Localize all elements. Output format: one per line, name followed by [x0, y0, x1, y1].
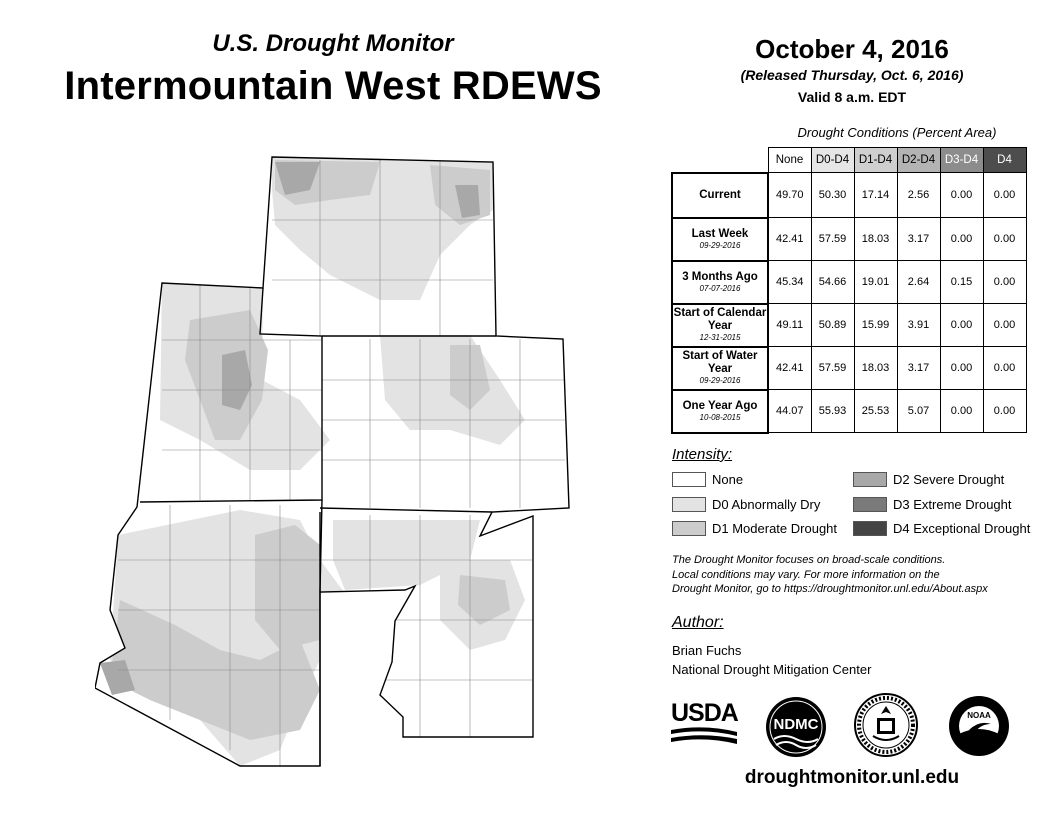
table-cell: 18.03	[854, 218, 897, 261]
table-row	[672, 390, 1026, 433]
table-row	[672, 304, 1026, 347]
author-org: National Drought Mitigation Center	[672, 662, 872, 677]
row-label	[672, 261, 768, 304]
row-label	[672, 218, 768, 261]
row-label	[672, 390, 768, 433]
table-cell: 57.59	[811, 218, 854, 261]
table-cell: 17.14	[854, 173, 897, 218]
table-row	[672, 261, 1026, 304]
table-cell: 3.17	[897, 347, 940, 390]
map-date: October 4, 2016	[755, 34, 949, 64]
table-caption: Drought Conditions (Percent Area)	[797, 125, 997, 140]
col-header-d1-d4: D1-D4	[854, 148, 897, 173]
legend-label: D1 Moderate Drought	[712, 520, 838, 536]
row-sublabel: 10-08-2015	[699, 412, 741, 422]
legend-swatch	[672, 521, 706, 536]
table-cell: 54.66	[811, 261, 854, 304]
table-cell: 0.00	[983, 261, 1026, 304]
note-line: The Drought Monitor focuses on broad-scale conditions.	[672, 554, 946, 566]
table-cell: 50.30	[811, 173, 854, 218]
table-cell: 18.03	[854, 347, 897, 390]
table-cell: 50.89	[811, 304, 854, 347]
author-name: Brian Fuchs	[672, 643, 742, 658]
legend-label: D4 Exceptional Drought	[893, 520, 1031, 536]
disclaimer-note	[672, 553, 1032, 597]
valid-time: Valid 8 a.m. EDT	[797, 89, 907, 105]
row-sublabel: 07-07-2016	[699, 283, 741, 293]
col-header-none: None	[768, 148, 811, 173]
table-cell: 2.64	[897, 261, 940, 304]
author-info	[672, 641, 871, 679]
drought-conditions-table	[671, 147, 1027, 434]
table-cell: 0.00	[940, 304, 983, 347]
legend-swatch	[672, 497, 706, 512]
ndmc-logo	[764, 695, 828, 759]
noaa-logo-text: NOAA	[967, 711, 991, 720]
drought-map	[95, 150, 575, 770]
table-cell: 2.56	[897, 173, 940, 218]
col-header-d0-d4: D0-D4	[811, 148, 854, 173]
table-cell: 57.59	[811, 347, 854, 390]
row-label-text: Start of Calendar Year	[673, 307, 767, 332]
col-header-d2-d4: D2-D4	[897, 148, 940, 173]
map-supertitle: U.S. Drought Monitor	[212, 30, 454, 57]
author-heading: Author:	[672, 614, 724, 631]
table-cell: 0.00	[940, 173, 983, 218]
legend-label: D3 Extreme Drought	[893, 496, 1012, 512]
usda-wave-icon	[671, 726, 737, 746]
legend-item-d3	[853, 495, 1012, 513]
note-line: Local conditions may vary. For more information on the	[672, 568, 940, 581]
map-title: Intermountain West RDEWS	[64, 64, 602, 108]
table-cell: 42.41	[768, 218, 811, 261]
noaa-logo	[947, 694, 1011, 758]
table-cell: 25.53	[854, 390, 897, 433]
table-row	[672, 347, 1026, 390]
row-label	[672, 304, 768, 347]
row-label	[672, 173, 768, 218]
col-header-d4: D4	[983, 148, 1026, 173]
table-cell: 49.11	[768, 304, 811, 347]
doc-seal-logo	[853, 692, 919, 758]
website-link[interactable]: droughtmonitor.unl.edu	[744, 767, 960, 788]
table-cell: 5.07	[897, 390, 940, 433]
col-header-d3-d4: D3-D4	[940, 148, 983, 173]
row-label-text: 3 Months Ago	[682, 270, 758, 283]
legend-item-d2	[853, 470, 1004, 488]
legend-item-d1	[672, 519, 837, 537]
table-cell: 45.34	[768, 261, 811, 304]
table-corner	[672, 148, 768, 173]
row-label-text: Last Week	[691, 227, 749, 240]
table-cell: 0.00	[940, 218, 983, 261]
table-cell: 0.00	[983, 347, 1026, 390]
usda-logo	[671, 700, 737, 748]
table-cell: 0.00	[983, 173, 1026, 218]
legend-item-none	[672, 470, 743, 488]
note-line: Drought Monitor, go to https://droughtmonitor.unl.edu/About.aspx	[672, 583, 988, 595]
legend-item-d0	[672, 495, 820, 513]
release-date: (Released Thursday, Oct. 6, 2016)	[740, 67, 964, 83]
row-sublabel: 12-31-2015	[699, 333, 741, 342]
table-cell: 15.99	[854, 304, 897, 347]
table-row	[672, 173, 1026, 218]
legend-swatch	[853, 521, 887, 536]
table-cell: 0.00	[940, 390, 983, 433]
row-label	[672, 347, 768, 390]
legend-swatch	[853, 497, 887, 512]
ndmc-logo-text: NDMC	[773, 716, 819, 733]
table-cell: 19.01	[854, 261, 897, 304]
table-cell: 42.41	[768, 347, 811, 390]
legend-swatch	[672, 472, 706, 487]
row-sublabel: 09-29-2016	[699, 376, 741, 385]
row-label-text: Start of Water Year	[682, 350, 758, 375]
row-label-text: Current	[699, 188, 741, 201]
table-cell: 0.00	[940, 347, 983, 390]
table-cell: 3.91	[897, 304, 940, 347]
legend-label: D0 Abnormally Dry	[712, 496, 821, 512]
usda-logo-text: USDA	[671, 699, 738, 727]
table-cell: 44.07	[768, 390, 811, 433]
legend-label: D2 Severe Drought	[893, 471, 1005, 487]
row-sublabel: 09-29-2016	[699, 240, 741, 250]
table-cell: 0.15	[940, 261, 983, 304]
table-cell: 0.00	[983, 218, 1026, 261]
table-cell: 3.17	[897, 218, 940, 261]
table-cell: 55.93	[811, 390, 854, 433]
table-cell: 49.70	[768, 173, 811, 218]
table-cell: 0.00	[983, 304, 1026, 347]
table-row	[672, 218, 1026, 261]
legend-title: Intensity:	[672, 446, 733, 463]
legend-swatch	[853, 472, 887, 487]
table-cell: 0.00	[983, 390, 1026, 433]
row-label-text: One Year Ago	[682, 399, 758, 412]
legend-item-d4	[853, 519, 1030, 537]
legend-label: None	[712, 471, 744, 487]
